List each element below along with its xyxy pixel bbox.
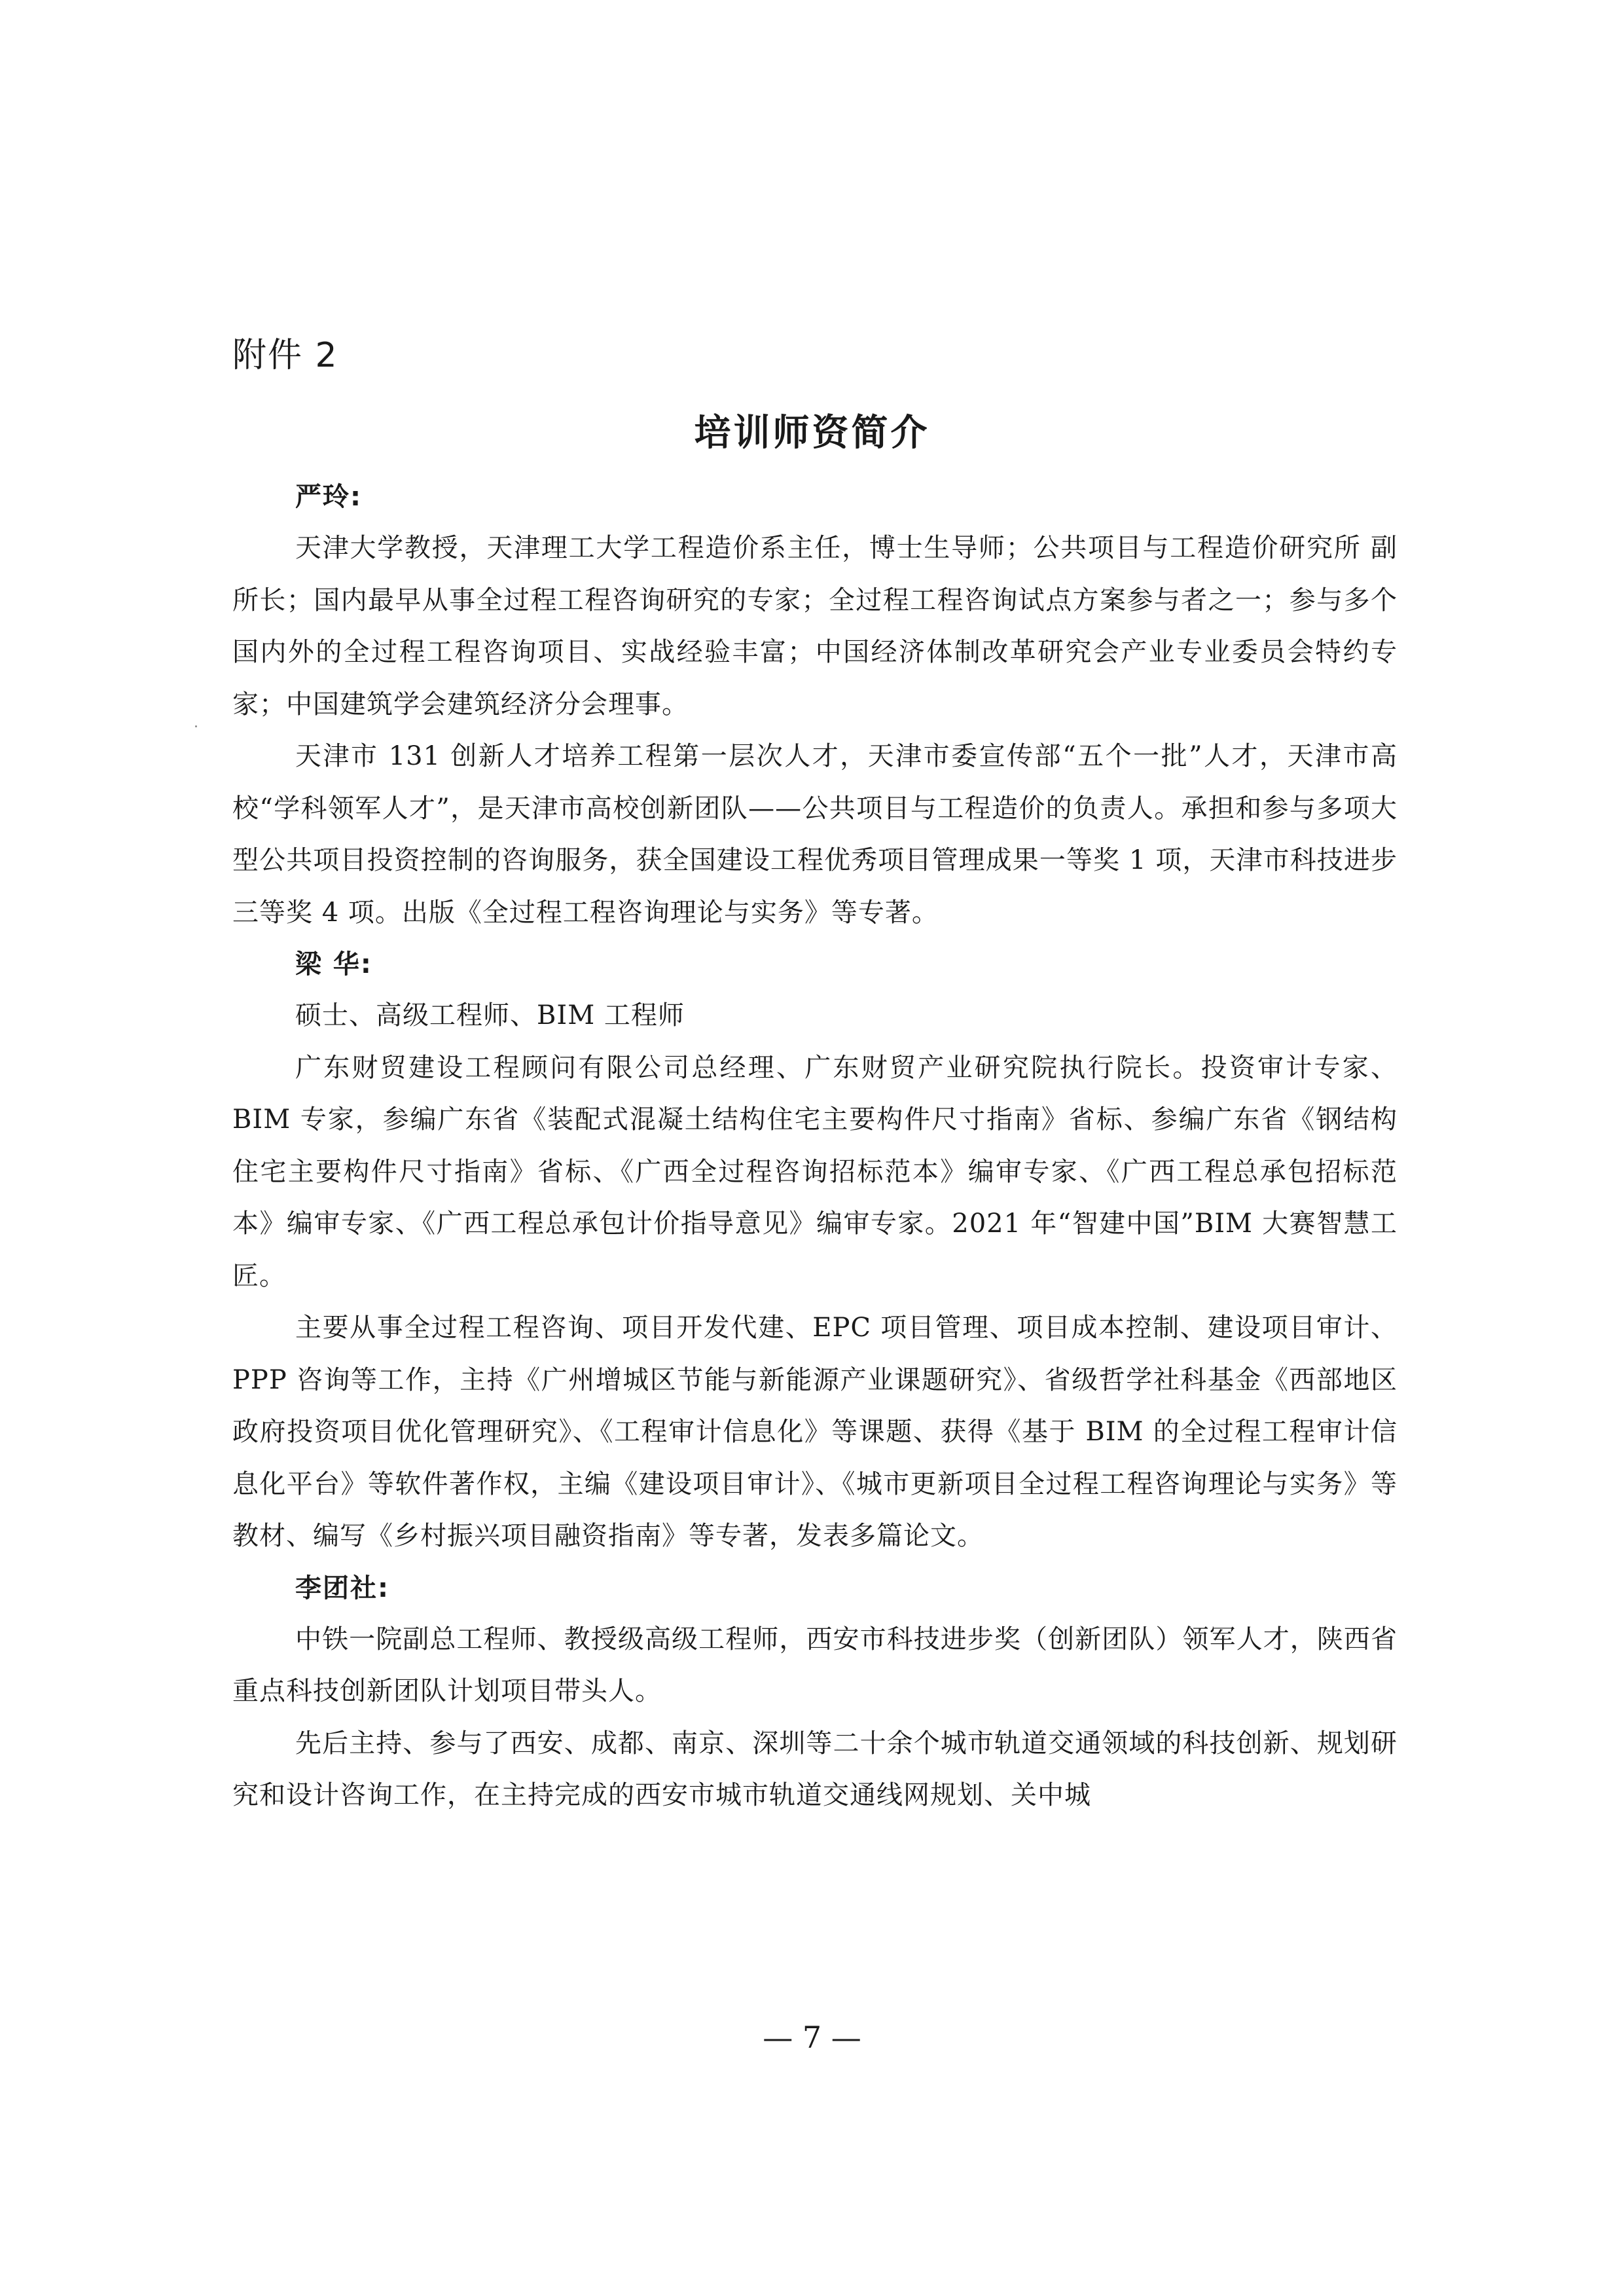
- trainer-paragraph: 天津大学教授，天津理工大学工程造价系主任，博士生导师；公共项目与工程造价研究所 副所长；国内最早从事全过程工程咨询研究的专家；全过程工程咨询试点方案参与者之一；参与多个国内外的全过程工程咨询项目、实战经验丰富；中国经济体制改革研究会产业专业委员会特约专家；中国建筑学会建筑经济分会理事。: [232, 533, 1398, 720]
- trainer-paragraph: 主要从事全过程工程咨询、项目开发代建、EPC 项目管理、项目成本控制、建设项目审计、PPP 咨询等工作，主持《广州增城区节能与新能源产业课题研究》、省级哲学社科基金《西部地区政府投资项目优化管理研究》、《工程审计信息化》等课题、获得《基于 BIM 的全过程工程审计信息化平台》等软件著作权，主编《建设项目审计》、《城市更新项目全过程工程咨询理论与实务》等教材、编写《乡村振兴项目融资指南》等专著，发表多篇论文。: [232, 1313, 1398, 1551]
- trainer-name: 梁 华:: [295, 949, 372, 979]
- page-number: — 7 —: [763, 2020, 861, 2055]
- trainer-name: 李团社:: [295, 1573, 389, 1603]
- scan-speck: [195, 725, 197, 727]
- trainer-paragraph: 先后主持、参与了西安、成都、南京、深圳等二十余个城市轨道交通领域的科技创新、规划研究和设计咨询工作，在主持完成的西安市城市轨道交通线网规划、关中城: [232, 1728, 1398, 1810]
- trainer-paragraph: 天津市 131 创新人才培养工程第一层次人才，天津市委宣传部“五个一批”人才，天津市高校“学科领军人才”，是天津市高校创新团队——公共项目与工程造价的负责人。承担和参与多项大型公共项目投资控制的咨询服务，获全国建设工程优秀项目管理成果一等奖 1 项，天津市科技进步三等奖 4 项。出版《全过程工程咨询理论与实务》等专著。: [232, 741, 1398, 928]
- trainer-paragraph: 中铁一院副总工程师、教授级高级工程师，西安市科技进步奖（创新团队）领军人才，陕西省重点科技创新团队计划项目带头人。: [232, 1624, 1398, 1706]
- page-title: 培训师资简介: [694, 412, 930, 454]
- document-body: [232, 471, 1398, 1822]
- trainer-paragraph: 广东财贸建设工程顾问有限公司总经理、广东财贸产业研究院执行院长。投资审计专家、BIM 专家，参编广东省《装配式混凝土结构住宅主要构件尺寸指南》省标、参编广东省《钢结构住宅主要构件尺寸指南》省标、《广西全过程咨询招标范本》编审专家、《广西工程总承包招标范本》编审专家、《广西工程总承包计价指导意见》编审专家。2021 年“智建中国”BIM 大赛智慧工匠。: [232, 1052, 1398, 1291]
- attachment-label: 附件 2: [232, 336, 338, 375]
- trainer-paragraph: 硕士、高级工程师、BIM 工程师: [295, 1000, 685, 1030]
- trainer-name: 严玲:: [295, 482, 362, 512]
